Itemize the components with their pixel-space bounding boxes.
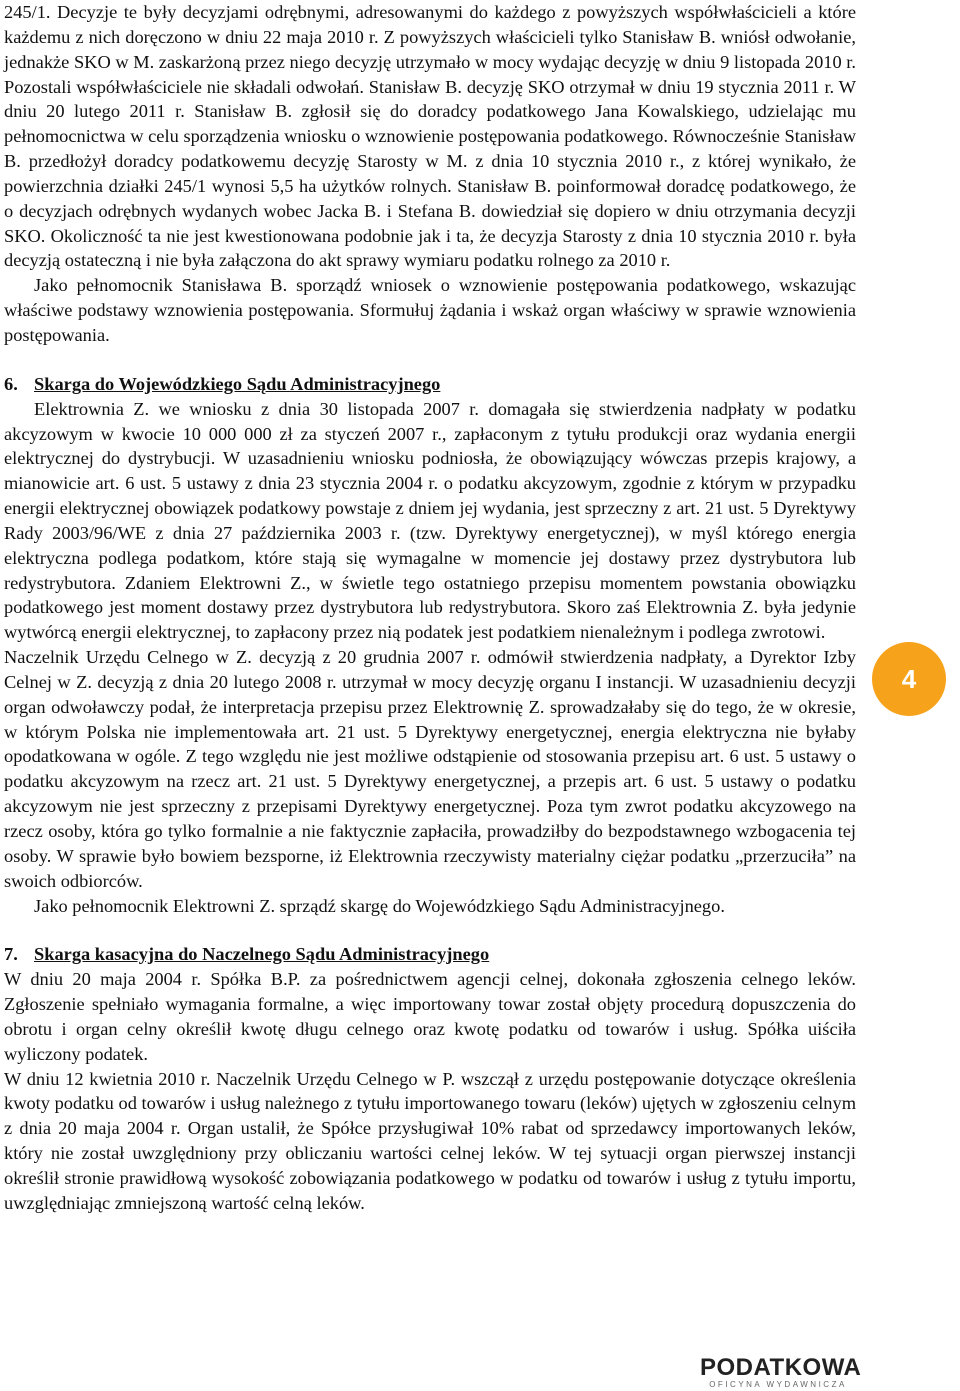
- section-title: Skarga do Wojewódzkiego Sądu Administracyjnego: [34, 373, 441, 394]
- paragraph-case-6-decisions: Naczelnik Urzędu Celnego w Z. decyzją z 20 grudnia 2007 r. odmówił stwierdzenia nadpłaty, a Dyrektor Izby Celnej w Z. decyzją z dnia 20 lutego 2008 r. utrzymał w mocy decyzję organu I instancji. W uzasadnieniu decyzji organ odwoławczy podał, że interpretacja przepisu przez Elektrownię Z. sprowadzałaby się do tego, że w okresie, w którym Polska nie implementowała art. 21 ust. 5 Dyrektywy energetycznej, energia elektryczna nie byłaby opodatkowana w ogóle. Z tego względu nie jest możliwe odstąpienie od stosowania przepisu art. 6 ust. 5 ustawy o podatku akcyzowym na rzecz art. 21 ust. 5 Dyrektywy energetycznej, a przepis art. 6 ust. 5 ustawy o podatku akcyzowym nie jest sprzeczny z przepisami Dyrektywy energetycznej. Poza tym zwrot podatku akcyzowego na rzecz osoby, która go tylko formalnie a nie faktycznie zapłaciła, prowadziłby do bezpodstawnego wzbogacenia tej osoby. W sprawie było bowiem bezsporne, iż Elektrownia rzeczywisty materialny ciężar podatku „przerzuciła” na swoich odbiorców.: [4, 647, 856, 891]
- document-body: [4, 0, 856, 1216]
- section-heading-7: [4, 942, 856, 967]
- section-number: 6.: [4, 373, 18, 394]
- section-gap: [4, 348, 856, 372]
- paragraph-case-7-proceedings: W dniu 12 kwietnia 2010 r. Naczelnik Urzędu Celnego w P. wszczął z urzędu postępowanie dotyczące określenia kwoty podatku od towarów i usług należnego z tytułu importowanego towaru (leków) ujętych w zgłoszeniu celnym z dnia 20 maja 2004 r. Organ ustalił, że Spółce przysługiwał 10% rabat od sprzedawcy importowanych leków, który nie został uwzględniony przy obliczaniu wartości celnej leków. W tej sytuacji organ pierwszej instancji określił stronie prawidłową wysokość zobowiązania podatkowego w podatku od towarów i usług z tytułu importu, uwzględniając zmniejszoną wartość celną leków.: [4, 1068, 856, 1213]
- section-heading-6: [4, 372, 856, 397]
- paragraph-case-7-import: W dniu 20 maja 2004 r. Spółka B.P. za pośrednictwem agencji celnej, dokonała zgłoszenia celnego leków. Zgłoszenie spełniało wymagania formalne, a więc importowany towar został objęty procedurą dopuszczenia do obrotu i organ celny określił kwotę długu celnego oraz kwotę podatku od towarów i usług. Spółka uiściła wyliczony podatek.: [4, 969, 856, 1064]
- paragraph-case-5-facts: 245/1. Decyzje te były decyzjami odrębnymi, adresowanymi do każdego z powyższych współwłaścicieli a które każdemu z nich doręczono w dniu 22 maja 2010 r. Z powyższych właścicieli tylko Stanisław B. wniósł odwołanie, jednakże SKO w M. zaskarżoną przez niego decyzję utrzymało w mocy wydając decyzję w dniu 9 listopada 2010 r. Pozostali współwłaściciele nie składali odwołań. Stanisław B. decyzję SKO otrzymał w dniu 19 stycznia 2011 r. W dniu 20 lutego 2011 r. Stanisław B. zgłosił się do doradcy podatkowego Jana Kowalskiego, udzielając mu pełnomocnictwa w celu sporządzenia wniosku o wznowienie postępowania podatkowego. Równocześnie Stanisław B. przedłożył doradcy podatkowemu decyzję Starosty w M. z dnia 10 stycznia 2010 r., z której wynikało, że powierzchnia działki 245/1 wynosi 5,5 ha użytków rolnych. Stanisław B. poinformował doradcę podatkowego, że o decyzjach odrębnych wydanych wobec Jacka B. i Stefana B. dowiedział się dopiero w dniu otrzymania decyzji SKO. Okoliczność ta nie jest kwestionowana podobnie jak i ta, że decyzja Starosty z dnia 10 stycznia 2010 r. była decyzją ostateczną i nie była załączona do akt sprawy wymiaru podatku rolnego za 2010 r.: [4, 2, 856, 271]
- paragraph-case-6-facts: Elektrownia Z. we wniosku z dnia 30 listopada 2007 r. domagała się stwierdzenia nadpłaty w podatku akcyzowym w kwocie 10 000 000 zł za styczeń 2007 r., zapłaconym z tytułu produkcji oraz wydania energii elektrycznej do dystrybucji. W uzasadnieniu wniosku podniosła, że obowiązujący wówczas przepis krajowy, a mianowicie art. 6 ust. 5 ustawy z dnia 23 stycznia 2004 r. o podatku akcyzowym, zgodnie z którym w przypadku energii elektrycznej obowiązek podatkowy powstaje z dniem jej wydania, jest sprzeczny z art. 21 ust. 5 Dyrektywy Rady 2003/96/WE z dnia 27 października 2003 r. (tzw. Dyrektywy energetycznej), w myśl którego energia elektryczna podlega podatkom, które stają się wymagalne w momencie jej dostawy przez dystrybutora lub redystrybutora. Zdaniem Elektrowni Z., w świetle tego ostatniego przepisu momentem powstania obowiązku podatkowego jest moment dostawy przez dystrybutora lub redystrybutora. Skoro zaś Elektrownia Z. była jedynie wytwórcą energii elektrycznej, to zapłacony przez nią podatek jest podatkiem nienależnym i podlega zwrotowi.: [4, 398, 856, 643]
- logo-tagline: OFICYNA WYDAWNICZA: [709, 1380, 847, 1389]
- page-number-badge: 4: [872, 642, 946, 716]
- section-title: Skarga kasacyjna do Naczelnego Sądu Administracyjnego: [34, 944, 490, 965]
- publisher-logo: [700, 1354, 862, 1390]
- paragraph-case-5-task: Jako pełnomocnik Stanisława B. sporządź wniosek o wznowienie postępowania podatkowego, wskazując właściwe podstawy wznowienia postępowania. Sformułuj żądania i wskaż organ właściwy w sprawie wznowienia postępowania.: [4, 275, 856, 345]
- section-gap: [4, 918, 856, 942]
- paragraph-case-6-task: Jako pełnomocnik Elektrowni Z. sprządź skargę do Wojewódzkiego Sądu Administracyjnego.: [34, 895, 725, 916]
- logo-brand: PODATKOWA: [700, 1354, 862, 1381]
- section-number: 7.: [4, 944, 18, 965]
